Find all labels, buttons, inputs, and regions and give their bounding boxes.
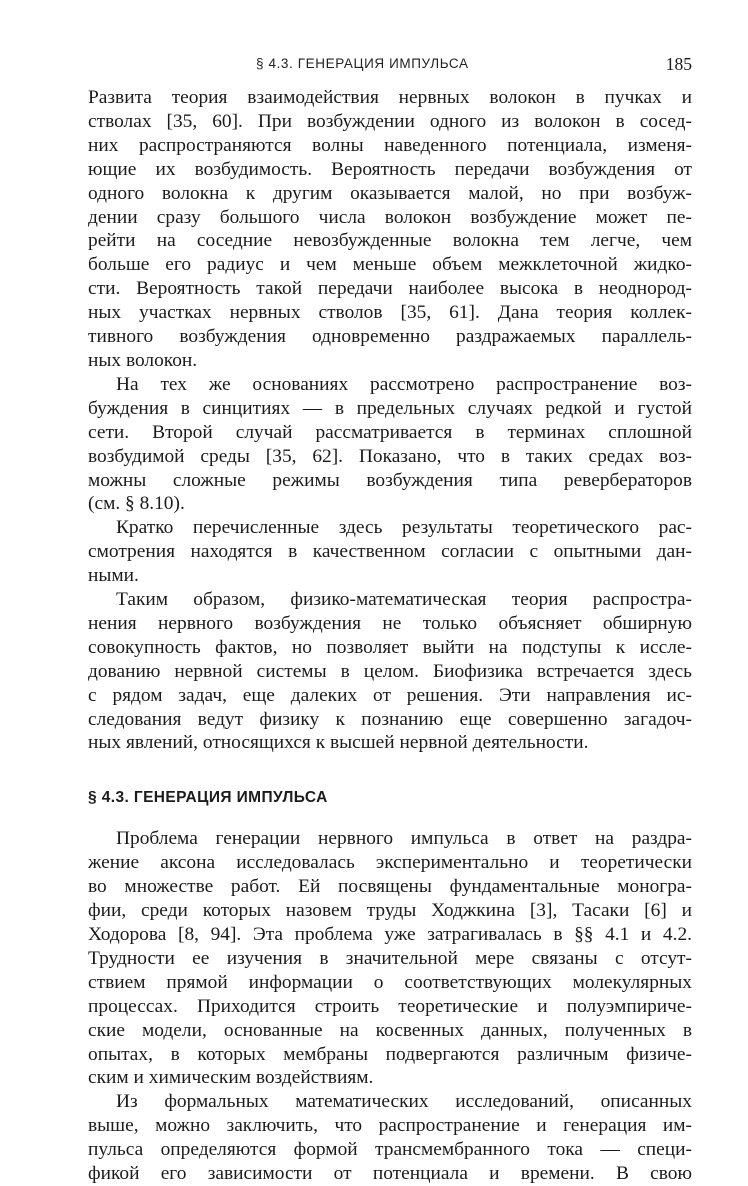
text-line: фии, среди которых назовем труды Ходжкина [3], Тасаки [6] и <box>88 900 692 922</box>
text-line: фикой его зависимости от потенциала и времени. В свою <box>88 1163 692 1185</box>
text-line: ными. <box>88 565 139 587</box>
book-page <box>88 52 692 1186</box>
text-line: сети. Второй случай рассматривается в терминах сплошной <box>88 421 692 443</box>
text-line: ных явлений, относящихся к высшей нервной деятельности. <box>88 732 589 754</box>
text-line: На тех же основаниях рассмотрено распространение воз- <box>116 373 692 395</box>
text-line: пульса определяются формой трансмембранного тока — специ- <box>88 1139 692 1161</box>
text-line: (см. § 8.10). <box>88 493 185 515</box>
text-line: Кратко перечисленные здесь результаты теоретического рас- <box>116 517 692 539</box>
text-line: возбудимой среды [35, 62]. Показано, что в таких средах воз- <box>88 445 692 467</box>
running-title: § 4.3. ГЕНЕРАЦИЯ ИМПУЛЬСА <box>256 56 469 71</box>
paragraph <box>88 86 692 373</box>
body-text-after-section <box>88 827 692 1186</box>
text-line: Таким образом, физико-математическая теория распростра- <box>116 589 692 611</box>
text-line: ские модели, основанные на косвенных данных, полученных в <box>88 1019 692 1041</box>
text-line: ных участках нервных стволов [35, 61]. Дана теория коллек- <box>88 302 692 324</box>
text-line: следования ведут физику к познанию еще совершенно загадоч- <box>88 708 692 730</box>
text-line: больше его радиус и чем меньше объем межклеточной жидко- <box>88 254 692 276</box>
text-line: дованию нервной системы в целом. Биофизика встречается здесь <box>88 660 692 682</box>
text-line: буждения в синцитиях — в предельных случаях редкой и густой <box>88 397 692 419</box>
text-line: Из формальных математических исследований, описанных <box>116 1091 692 1113</box>
text-line: Ходорова [8, 94]. Эта проблема уже затрагивалась в §§ 4.1 и 4.2. <box>88 924 692 945</box>
paragraph <box>88 373 692 516</box>
text-line: ных волокон. <box>88 349 198 371</box>
text-line: ским и химическим воздействиям. <box>88 1067 374 1089</box>
text-line: Трудности ее изучения в значительной мере связаны с отсут- <box>88 947 692 969</box>
text-line: с рядом задач, еще далеких от решения. Эти направления ис- <box>88 684 692 706</box>
text-line: них распространяются волны наведенного потенциала, изменя- <box>88 134 692 156</box>
paragraph <box>88 516 692 588</box>
paragraph <box>88 588 692 755</box>
text-line: дении сразу большого числа волокон возбуждение может пе- <box>88 206 692 228</box>
paragraph <box>88 1090 692 1186</box>
text-line: ющие их возбудимость. Вероятность передачи возбуждения от <box>88 158 692 180</box>
text-line: жение аксона исследовалась экспериментально и теоретически <box>88 852 692 874</box>
text-line: рейти на соседние невозбужденные волокна тем легче, чем <box>88 230 692 252</box>
text-line: ствием прямой информации о соответствующих молекулярных <box>88 971 692 993</box>
text-line: смотрения находятся в качественном согласии с опытными дан- <box>88 541 692 563</box>
paragraph <box>88 827 692 1090</box>
text-line: сти. Вероятность такой передачи наиболее высока в неоднород- <box>88 278 692 300</box>
body-text-before-section <box>88 86 692 755</box>
text-line: Развита теория взаимодействия нервных волокон в пучках и <box>88 87 692 108</box>
text-line: Проблема генерации нервного импульса в ответ на раздра- <box>116 828 692 850</box>
text-line: выше, можно заключить, что распространение и генерация им- <box>88 1115 692 1137</box>
text-line: совокупность фактов, но позволяет выйти на подступы к иссле- <box>88 636 692 658</box>
section-heading: § 4.3. ГЕНЕРАЦИЯ ИМПУЛЬСА <box>88 789 328 807</box>
text-line: можны сложные режимы возбуждения типа ревербераторов <box>88 469 692 491</box>
running-head <box>88 52 692 86</box>
text-line: процессах. Приходится строить теоретические и полуэмпириче- <box>88 995 692 1017</box>
text-line: нения нервного возбуждения не только объясняет обширную <box>88 612 692 634</box>
page-number: 185 <box>665 54 692 74</box>
text-line: одного волокна к другим оказывается малой, но при возбуж- <box>88 182 692 204</box>
text-line: во множестве работ. Ей посвящены фундаментальные моногра- <box>88 876 692 898</box>
text-line: опытах, в которых мембраны подвергаются различным физиче- <box>88 1043 692 1065</box>
text-line: тивного возбуждения одновременно раздражаемых параллель- <box>88 326 692 348</box>
text-line: стволах [35, 60]. При возбуждении одного из волокон в сосед- <box>88 110 692 132</box>
